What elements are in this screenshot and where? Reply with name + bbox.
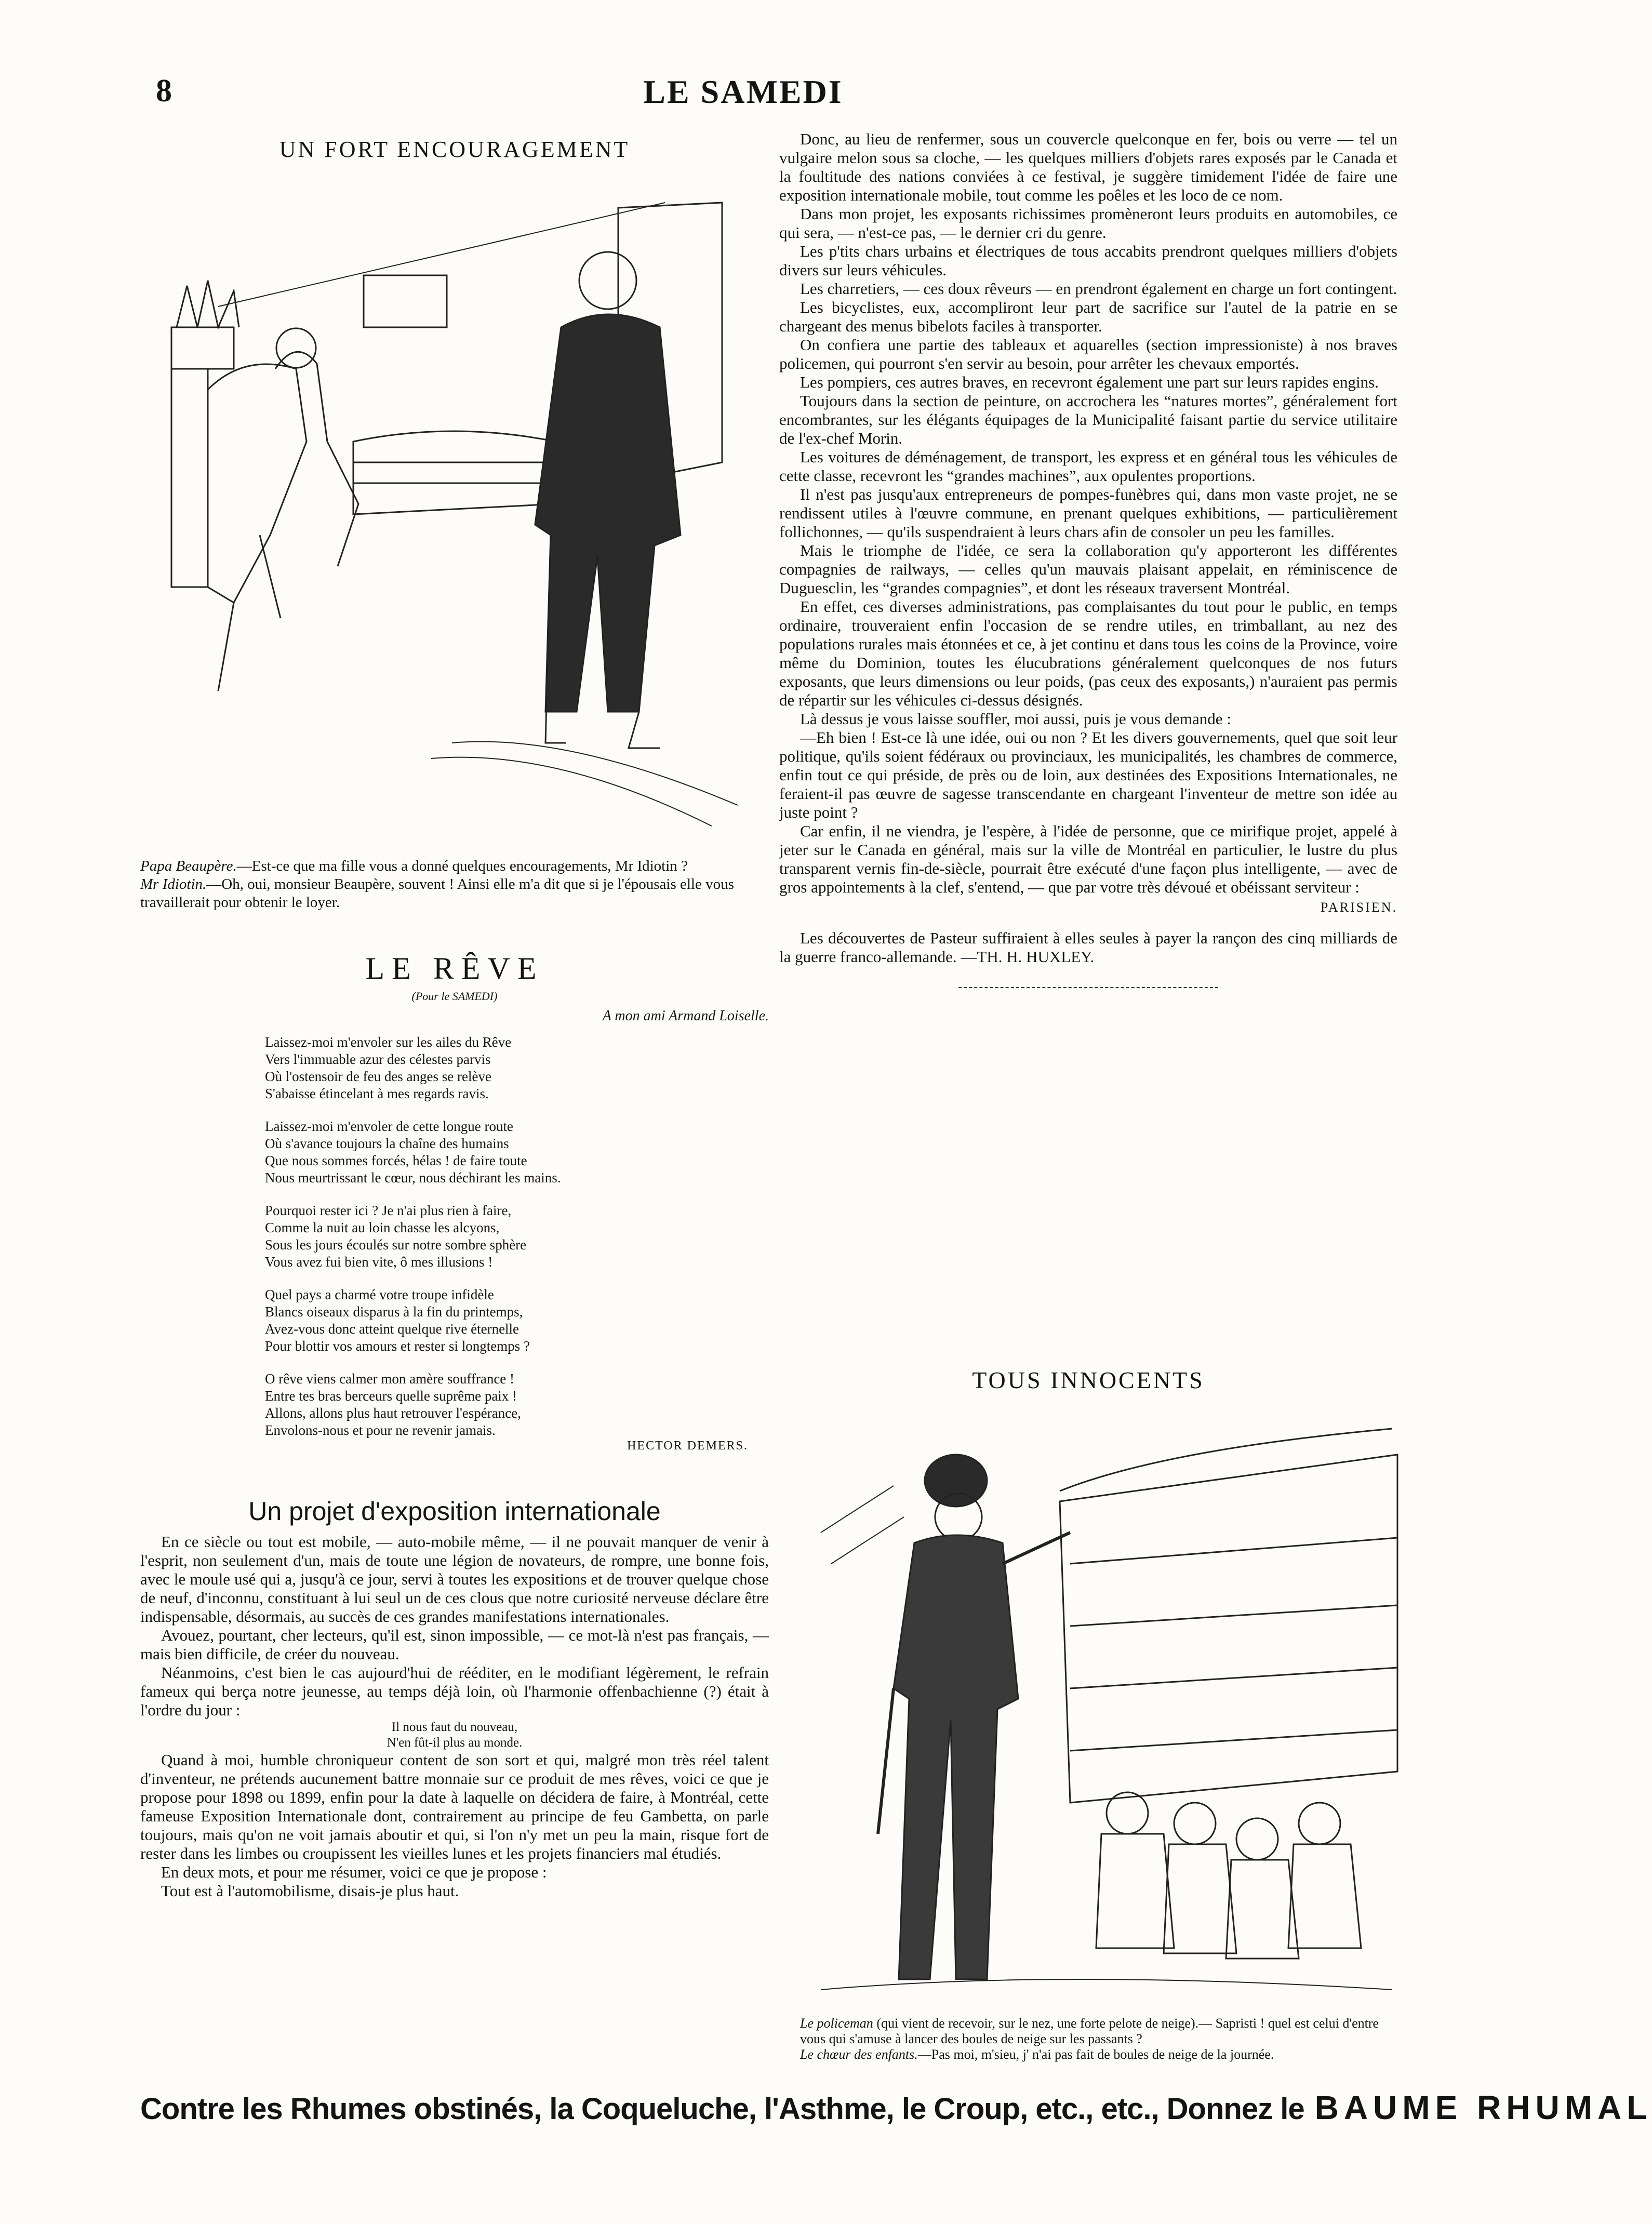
poem-line: Avez-vous donc atteint quelque rive éternelle (265, 1321, 519, 1337)
poem-author: HECTOR DEMERS. (627, 1439, 748, 1453)
page-header (0, 73, 1486, 130)
poem-line: Pour blottir vos amours et rester si longtemps ? (265, 1338, 530, 1354)
caption-speaker: Le chœur des enfants. (800, 2047, 918, 2062)
article-quote (140, 1720, 769, 1751)
article-paragraph: Mais le triomphe de l'idée, ce sera la collaboration qu'y apporteront les différentes compagnies de railways, — celles qu'un mauvais plaisant appelait, en réminiscence de Duguesclin, les “grandes compagnies”, et dont les réseaux traversent Montréal. (779, 541, 1397, 597)
poem-line: Pourquoi rester ici ? Je n'ai plus rien à faire, (265, 1203, 512, 1218)
article-paragraph: En effet, ces diverses administrations, pas complaisantes du tout pour le public, en temps ordinaire, trouveraient enfin l'occasion de se rendre utiles, en trimballant, au nez des populations rurales mais étonnées et ce, à jet continu et dans tous les coins de la Province, voire même du Dominion, toutes les élucubrations généralement quelconques de nos futurs exposants, que leurs dimensions ou leur poids, (pas ceux des exposants,) n'auraient pas permis de répartir sur les véhicules ci-dessus désignés. (779, 597, 1397, 709)
article-paragraph: Tout est à l'automobilisme, disais-je plus haut. (161, 1882, 459, 1900)
journal-title: LE SAMEDI (643, 73, 843, 110)
caption-speaker: Papa Beaupère. (140, 858, 237, 874)
article-paragraph: Avouez, pourtant, cher lecteurs, qu'il est, sinon impossible, — ce mot-là n'est pas français, — mais bien difficile, de créer du nouveau. (140, 1626, 769, 1663)
caption-text: —Pas moi, m'sieu, j' n'ai pas fait de boules de neige de la journée. (917, 2047, 1274, 2062)
article-paragraph: Les charretiers, — ces doux rêveurs — en prendront également en charge un fort contingent. (800, 279, 1397, 298)
cartoon2-illustration (800, 1408, 1403, 2016)
article-paragraph: Les p'tits chars urbains et électriques de tous accabits prendront quelques milliers d'objets divers sur leurs véhicules. (779, 242, 1397, 279)
page-number: 8 (156, 73, 172, 109)
poem-stanza (140, 1286, 769, 1355)
poem-stanza (140, 1034, 769, 1102)
poem-line: Vers l'immuable azur des célestes parvis (265, 1051, 491, 1067)
poem-line: Laissez-moi m'envoler sur les ailes du Rêve (265, 1034, 512, 1050)
poem-stanza (140, 1202, 769, 1271)
footer-brand: BAUME RHUMAL (1314, 2089, 1652, 2126)
article-signature: PARISIEN. (1320, 900, 1397, 915)
caption-text: —Est-ce que ma fille vous a donné quelques encouragements, Mr Idiotin ? (236, 858, 688, 874)
poem-line: Envolons-nous et pour ne revenir jamais. (265, 1422, 496, 1438)
caption-speaker: Le policeman (800, 2016, 873, 2031)
article-paragraph: Les pompiers, ces autres braves, en recevront également une part sur leurs rapides engins. (800, 373, 1379, 391)
article-paragraph: Les bicyclistes, eux, accompliront leur part de sacrifice sur l'autel de la patrie en se chargeant des menus bibelots faciles à transporter. (779, 298, 1397, 335)
caption-text: —Oh, oui, monsieur Beaupère, souvent ! Ainsi elle m'a dit que si je l'épousais elle vous travaillerait pour obtenir le loyer. (140, 876, 734, 911)
article-right-column (779, 130, 1397, 988)
poem-line: Nous meurtrissant le cœur, nous déchirant les mains. (265, 1170, 561, 1186)
divider (958, 987, 1218, 988)
poem-title: LE RÊVE (365, 951, 544, 986)
caption-text: (qui vient de recevoir, sur le nez, une forte pelote de neige).— Sapristi ! quel est celui d'entre vous qui s'amuse à lancer des boules de neige sur les passants ? (800, 2016, 1379, 2046)
cartoon2-caption-line (800, 2016, 1403, 2047)
article-paragraph: —Eh bien ! Est-ce là une idée, oui ou non ? Et les divers gouvernements, quel que soit leur politique, qu'ils soient fédéraux ou provinciaux, les municipalités, les chambres de commerce, enfin tout ce qui préside, de près ou de loin, aux destinées des Expositions Internationales, ne feraient-il pas œuvre de sagesse transcendante en chargeant l'inventeur de mettre son idée au juste point ? (779, 728, 1397, 821)
cartoon2-caption (800, 2016, 1403, 2062)
poem-line: S'abaisse étincelant à mes regards ravis. (265, 1086, 489, 1101)
article-title: Un projet d'exposition internationale (248, 1497, 661, 1526)
article-paragraph: Néanmoins, c'est bien le cas aujourd'hui de rééditer, en le modifiant légèrement, le refrain fameux qui berça notre jeunesse, au temps déjà loin, où l'harmonie offenbachienne (?) était à l'ordre du jour : (140, 1663, 769, 1719)
poem-line: Comme la nuit au loin chasse les alcyons, (265, 1220, 500, 1235)
article-paragraph: Quand à moi, humble chroniqueur content de son sort et qui, malgré mon très réel talent d'inventeur, ne prétends aucunement battre monnaie sur ce produit de mes rêves, voici ce que je propose pour 1898 ou 1899, enfin pour la date à laquelle on décidera de faire, à Montréal, cette fameuse Exposition Internationale dont, contrairement au principe de feu Gambetta, on parle toujours, mais qu'on ne voit jamais aboutir et qui, si l'on n'y met un peu la main, risque fort de rester dans les limbes ou croupissent les vieilles lunes et les projets financiers mal étudiés. (140, 1751, 769, 1862)
article-left-column (140, 1533, 769, 1900)
article-paragraph: Dans mon projet, les exposants richissimes promèneront leurs produits en automobiles, ce qui sera, — n'est-ce pas, — le dernier cri du genre. (779, 205, 1397, 242)
poem-line: Où s'avance toujours la chaîne des humains (265, 1136, 509, 1151)
article-paragraph: On confiera une partie des tableaux et aquarelles (section impressioniste) à nos braves policemen, qui pourront s'en servir au besoin, pour arrêter les chevaux emportés. (779, 336, 1397, 372)
poem-subtitle: (Pour le SAMEDI) (411, 990, 498, 1003)
article-paragraph: En ce siècle ou tout est mobile, — auto-mobile même, — il ne pouvait manquer de venir à l'esprit, non seulement d'un, mais de toute une légion de novateurs, de rompre, une bonne fois, avec le moule usé qui a, jusqu'à ce jour, servi à toutes les expositions et de trouver quelque chose de neuf, d'inconnu, constituant à lui seul un de ces clous que notre curiosité nerveuse déclare être indispensable, désormais, au succès de ces grandes manifestations internationales. (140, 1533, 769, 1626)
cartoon1-caption (140, 857, 769, 912)
cartoon1-caption-line (140, 875, 769, 912)
poem-line: Que nous sommes forcés, hélas ! de faire toute (265, 1153, 527, 1168)
huxley-quote: Les découvertes de Pasteur suffiraient à elles seules à payer la rançon des cinq milliards de la guerre franco-allemande. —TH. H. HUXLEY. (779, 929, 1397, 966)
cartoon2-caption-line (800, 2047, 1403, 2062)
poem-body (140, 1034, 769, 1453)
article-paragraph: Car enfin, il ne viendra, je l'espère, à l'idée de personne, que ce mirifique projet, appelé à jeter sur le Canada en général, mais sur la ville de Montréal en particulier, le lustre du plus transparent vernis fin-de-siècle, pourrait être exécuté d'une façon plus intelligente, — avec de gros appointements à la clef, s'entend, — que par votre très dévoué et obéissant serviteur : (779, 822, 1397, 896)
quote-line: Il nous faut du nouveau, (391, 1720, 518, 1734)
article-paragraph: En deux mots, et pour me résumer, voici ce que je propose : (161, 1863, 547, 1881)
poem-line: Blancs oiseaux disparus à la fin du printemps, (265, 1304, 523, 1320)
poem-line: Allons, allons plus haut retrouver l'espérance, (265, 1405, 521, 1421)
article-paragraph: Il n'est pas jusqu'aux entrepreneurs de pompes-funèbres qui, dans mon vaste projet, ne se rendissent utiles à l'œuvre commune, en prenant quelques exhibitions, — particulièrement follichonnes, — qu'ils suspendraient à leurs chars afin de consoler un peu les familles. (779, 485, 1397, 541)
cartoon1-caption-line (140, 857, 769, 875)
caption-speaker: Mr Idiotin. (140, 876, 207, 893)
poem-stanza (140, 1118, 769, 1187)
article-paragraph: Donc, au lieu de renfermer, sous un couvercle quelconque en fer, bois ou verre — tel un vulgaire melon sous sa cloche, — les quelques milliers d'objets rares exposés par le Canada et la foultitude des nations conviées à ce festival, je suggère timidement l'idée de faire une exposition internationale mobile, tout comme les poêles et les loco de ce nom. (779, 130, 1397, 204)
article-paragraph: Les voitures de déménagement, de transport, les express et en général tous les véhicules de cette classe, recevront les “grandes machines”, aux opulentes proportions. (779, 448, 1397, 485)
poem-line: Quel pays a charmé votre troupe infidèle (265, 1287, 494, 1302)
poem-line: O rêve viens calmer mon amère souffrance ! (265, 1371, 515, 1387)
poem-line: Sous les jours écoulés sur notre sombre sphère (265, 1237, 527, 1253)
poem-line: Vous avez fui bien vite, ô mes illusions ! (265, 1254, 493, 1270)
cartoon1-illustration (140, 171, 769, 852)
footer-advertisement (140, 2088, 1652, 2127)
poem-stanza (140, 1370, 769, 1439)
poem-line: Laissez-moi m'envoler de cette longue route (265, 1118, 513, 1134)
article-paragraph: Toujours dans la section de peinture, on accrochera les “natures mortes”, généralement fort encombrantes, sur les élégants équipages de la Municipalité faisant partie du service utilitaire de l'ex-chef Morin. (779, 392, 1397, 447)
cartoon1-title: UN FORT ENCOURAGEMENT (279, 137, 630, 162)
quote-line: N'en fût-il plus au monde. (387, 1736, 523, 1750)
cartoon2-title: TOUS INNOCENTS (972, 1367, 1205, 1393)
article-paragraph: Là dessus je vous laisse souffler, moi aussi, puis je vous demande : (800, 710, 1231, 728)
poem-line: Entre tes bras berceurs quelle suprême paix ! (265, 1388, 517, 1404)
poem-line: Où l'ostensoir de feu des anges se relève (265, 1069, 491, 1084)
poem-dedication: A mon ami Armand Loiselle. (602, 1008, 769, 1024)
footer-text: Contre les Rhumes obstinés, la Coqueluche, l'Asthme, le Croup, etc., etc., Donnez le (140, 2092, 1304, 2126)
